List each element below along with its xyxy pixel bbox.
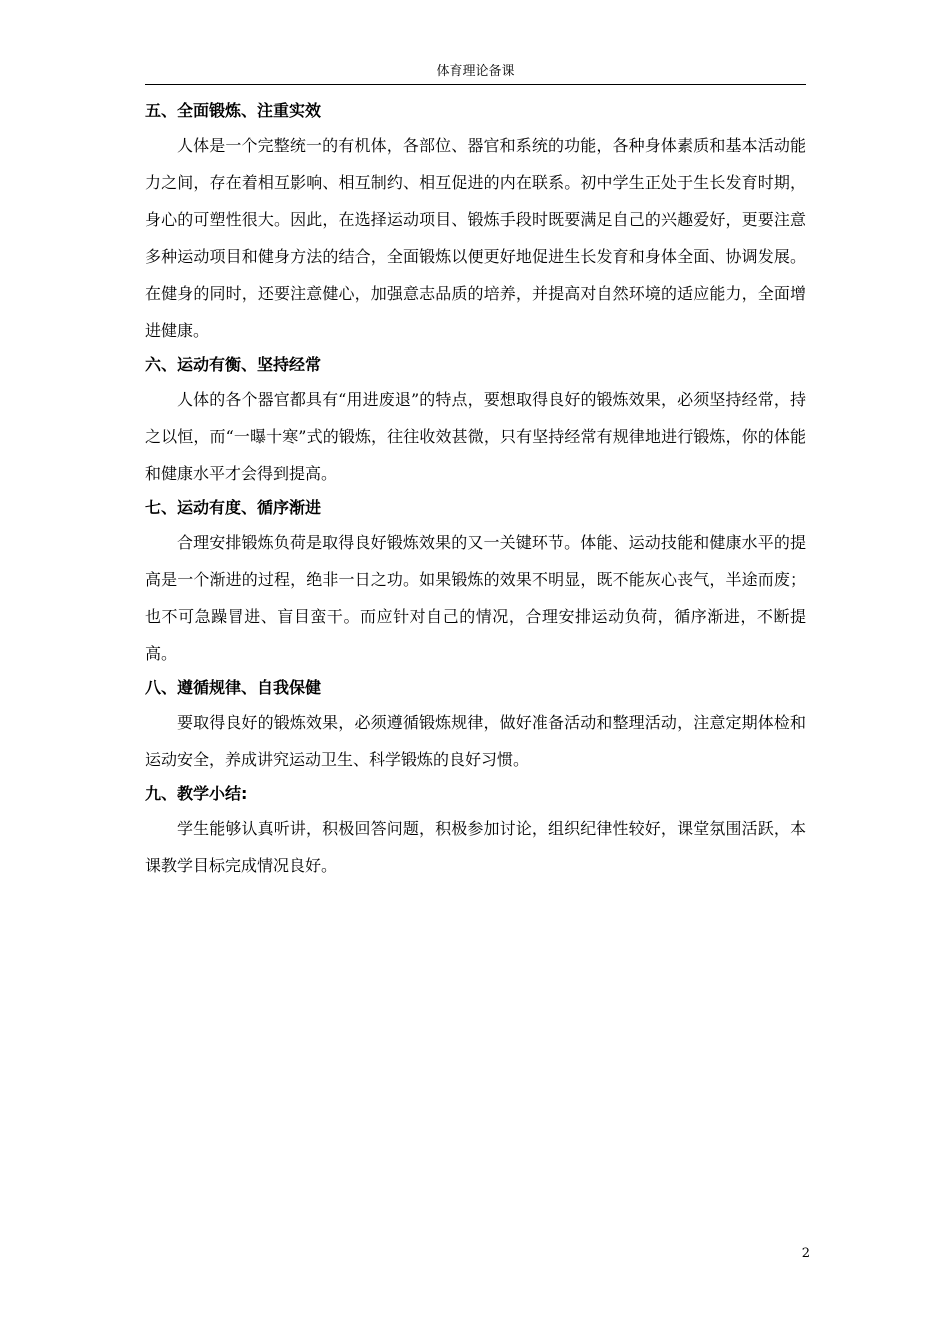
page-number: 2 xyxy=(801,1246,810,1261)
section-paragraph: 人体的各个器官都具有“用进废退”的特点，要想取得良好的锻炼效果，必须坚持经常，持之以恒，而“一曝十寒”式的锻炼，往往收效甚微，只有坚持经常有规律地进行锻炼，你的体能和健康水平才会得到提高。 xyxy=(145,390,806,483)
section-heading: 五、全面锻炼、注重实效 xyxy=(145,101,322,120)
document-body xyxy=(145,95,806,884)
section-heading: 六、运动有衡、坚持经常 xyxy=(145,355,322,374)
section-9 xyxy=(145,778,806,884)
section-paragraph: 学生能够认真听讲，积极回答问题，积极参加讨论，组织纪律性较好，课堂氛围活跃，本课教学目标完成情况良好。 xyxy=(145,819,806,875)
section-paragraph: 人体是一个完整统一的有机体，各部位、器官和系统的功能，各种身体素质和基本活动能力之间，存在着相互影响、相互制约、相互促进的内在联系。初中学生正处于生长发育时期，身心的可塑性很大。因此，在选择运动项目、锻炼手段时既要满足自己的兴趣爱好，更要注意多种运动项目和健身方法的结合，全面锻炼以便更好地促进生长发育和身体全面、协调发展。在健身的同时，还要注意健心，加强意志品质的培养，并提高对自然环境的适应能力，全面增进健康。 xyxy=(145,136,806,340)
section-5 xyxy=(145,95,806,349)
section-8 xyxy=(145,672,806,778)
section-7 xyxy=(145,492,806,672)
page-header xyxy=(145,62,806,85)
header-title: 体育理论备课 xyxy=(436,64,515,79)
section-heading: 九、教学小结: xyxy=(145,784,248,803)
section-6 xyxy=(145,349,806,492)
section-heading: 八、遵循规律、自我保健 xyxy=(145,678,322,697)
section-paragraph: 要取得良好的锻炼效果，必须遵循锻炼规律，做好准备活动和整理活动，注意定期体检和运动安全，养成讲究运动卫生、科学锻炼的良好习惯。 xyxy=(145,713,806,769)
section-paragraph: 合理安排锻炼负荷是取得良好锻炼效果的又一关键环节。体能、运动技能和健康水平的提高是一个渐进的过程，绝非一日之功。如果锻炼的效果不明显，既不能灰心丧气，半途而废；也不可急躁冒进、盲目蛮干。而应针对自己的情况，合理安排运动负荷，循序渐进，不断提高。 xyxy=(145,533,806,663)
section-heading: 七、运动有度、循序渐进 xyxy=(145,498,322,517)
